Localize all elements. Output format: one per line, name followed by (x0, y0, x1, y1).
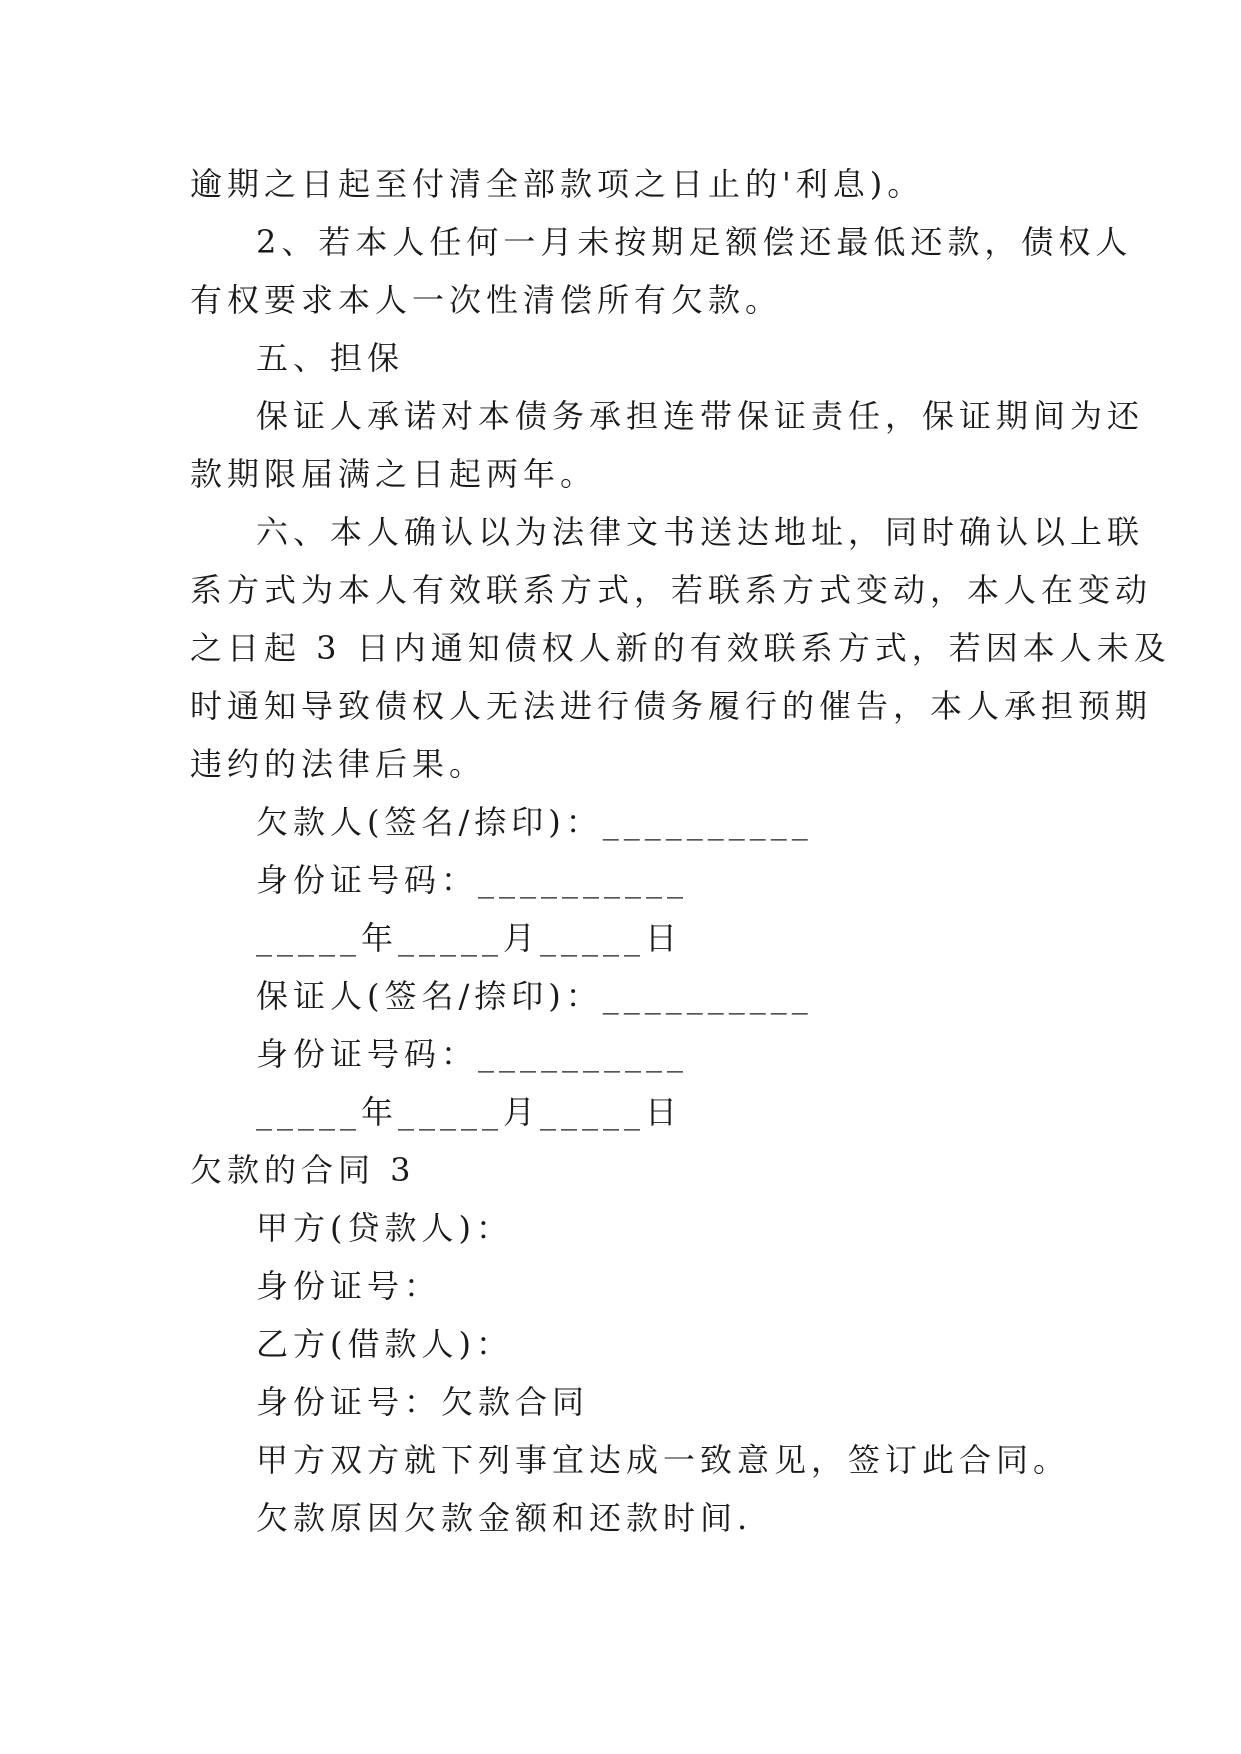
paragraph-line: 时通知导致债权人无法进行债务履行的催告，本人承担预期 (190, 687, 1153, 725)
party-b-id-line: 身份证号：欠款合同 (256, 1383, 590, 1421)
debtor-date-line: _____年_____月_____日 (256, 919, 683, 957)
document-body (190, 155, 1171, 1547)
paragraph-line: 违约的法律后果。 (190, 745, 487, 783)
paragraph-line: 六、本人确认以为法律文书送达地址，同时确认以上联 (256, 513, 1145, 551)
paragraph-line: 系方式为本人有效联系方式，若联系方式变动，本人在变动 (190, 571, 1153, 609)
agreement-line: 甲方双方就下列事宜达成一致意见，签订此合同。 (256, 1441, 1071, 1479)
paragraph-line: 有权要求本人一次性清偿所有欠款。 (190, 281, 783, 319)
party-a-line: 甲方(贷款人)： (256, 1209, 513, 1247)
section-heading: 五、担保 (256, 339, 405, 377)
debt-reason-line: 欠款原因欠款金额和还款时间. (256, 1499, 753, 1537)
guarantor-signature-line: 保证人(签名/捺印)：__________ (256, 977, 813, 1015)
paragraph-line: 逾期之日起至付清全部款项之日止的'利息)。 (190, 165, 925, 203)
party-b-line: 乙方(借款人)： (256, 1325, 513, 1363)
party-a-id-line: 身份证号： (256, 1267, 442, 1305)
paragraph-line: 保证人承诺对本债务承担连带保证责任，保证期间为还 (256, 397, 1145, 435)
guarantor-date-line: _____年_____月_____日 (256, 1093, 683, 1131)
paragraph-line: 2、若本人任何一月未按期足额偿还最低还款，债权人 (256, 223, 1133, 261)
guarantor-id-line: 身份证号码：__________ (256, 1035, 689, 1073)
debtor-id-line: 身份证号码：__________ (256, 861, 689, 899)
contract-title: 欠款的合同 3 (190, 1151, 416, 1189)
debtor-signature-line: 欠款人(签名/捺印)：__________ (256, 803, 813, 841)
paragraph-line: 款期限届满之日起两年。 (190, 455, 598, 493)
paragraph-line: 之日起 3 日内通知债权人新的有效联系方式，若因本人未及 (190, 629, 1171, 667)
